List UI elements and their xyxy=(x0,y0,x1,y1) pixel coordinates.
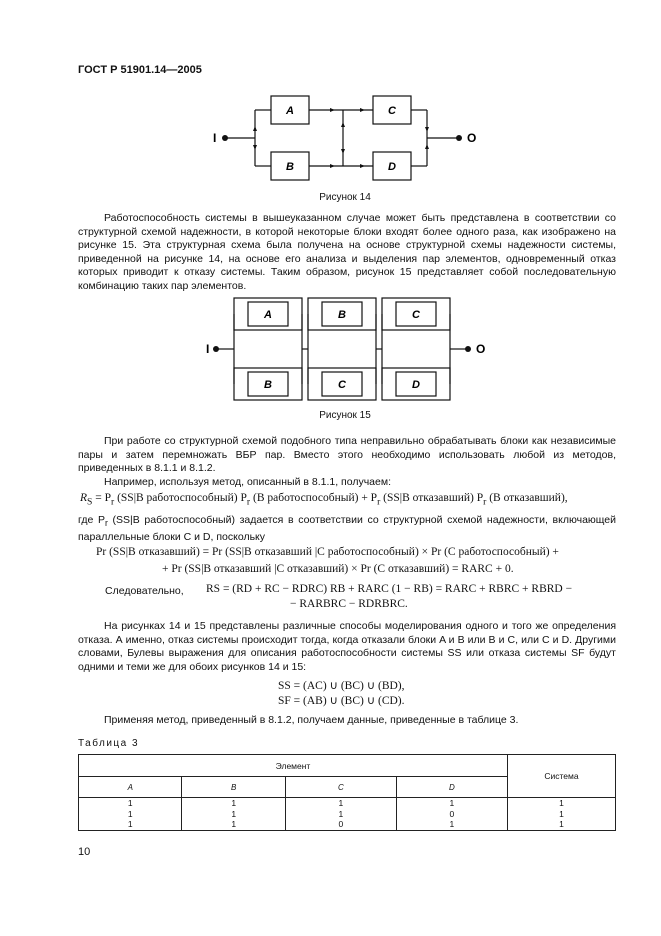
table-col-b: B xyxy=(182,777,285,798)
table-title: Таблица 3 xyxy=(78,738,140,749)
equation-2-line-2: + Pr (SS|B отказавший |C отказавший) × Pr (C отказавший) = RARC + 0. xyxy=(162,563,514,575)
equation-1: $R_S = P_r$ (SS|B работоспособный) $P_r$ (B работоспособный) + $P_r$ (SS|B отказавший) $P_r$ (B отказавший), xyxy=(80,492,568,508)
table-col-a: A xyxy=(79,777,182,798)
figure-14-diagram xyxy=(205,92,485,188)
paragraph-6: Применяя метод, приведенный в 8.1.2, получаем данные, приведенные в таблице 3. xyxy=(104,714,519,726)
table-system-header: Система xyxy=(508,755,616,798)
equation-2-line-1: Pr (SS|B отказавший) = Pr (SS|B отказавший |C работоспособный) × Pr (C работоспособный) + xyxy=(96,546,559,558)
equation-4-line-1: SS = (AC) ∪ (BC) ∪ (BD), xyxy=(278,680,405,692)
table-row: 1 1 0 1 1 xyxy=(79,819,616,830)
equation-3-line-2: − RARBRC − RDRBRC. xyxy=(290,598,408,610)
fig15-input-label: I xyxy=(206,342,210,356)
document-header: ГОСТ Р 51901.14—2005 xyxy=(78,64,202,76)
table-row: 1 1 1 1 1 xyxy=(79,798,616,809)
figure-15-diagram xyxy=(200,296,500,404)
fig15-label-top-3: C xyxy=(412,309,420,321)
table-row: 1 1 1 0 1 xyxy=(79,809,616,820)
paragraph-2: При работе со структурной схемой подобного типа неправильно обрабатывать блоки как независимые пары и затем перемножать ВБР пар. Вместо этого необходимо использовать любой из методов, приведенных в 8.1.1 и 8.1.2. xyxy=(78,435,616,475)
equation-4-line-2: SF = (AB) ∪ (BC) ∪ (CD). xyxy=(278,695,405,707)
table-3 xyxy=(78,754,616,831)
paragraph-3: Например, используя метод, описанный в 8.1.1, получаем: xyxy=(104,476,392,488)
fig15-label-bottom-1: B xyxy=(264,379,272,391)
fig15-label-bottom-2: C xyxy=(338,379,346,391)
paragraph-5: На рисунках 14 и 15 представлены различные способы моделирования одного и того же определения отказа. А именно, отказ системы происходит тогда, когда отказали блоки A и B или B и C, или C и D. Другими словами, Булевы выражения для описания работоспособности системы SS или отказа системы SF будут одними и теми же для обоих рисунков 14 и 15: xyxy=(78,620,616,673)
fig14-label-c: C xyxy=(388,105,396,117)
figure-15-caption: Рисунок 15 xyxy=(319,410,371,421)
table-col-c: C xyxy=(285,777,396,798)
fig15-label-top-1: A xyxy=(264,309,272,321)
fig14-label-d: D xyxy=(388,161,396,173)
page-number: 10 xyxy=(78,846,91,858)
fig15-output-label: O xyxy=(476,342,486,356)
fig14-label-b: B xyxy=(286,161,294,173)
paragraph-1: Работоспособность системы в вышеуказанном случае может быть представлена в соответствии со структурной схемой надежности, в которой некоторые блоки входят более одного раза, как изображено на рисунке 15. Эта структурная схема была получена на основе структурной схемы надежности системы, приведенной на рисунке 14, на основе его анализа и выделения пар элементов, одновременный отказ которых приводит к отказу системы. Таким образом, рисунок 15 представляет собой последовательную комбинацию таких пар элементов. xyxy=(78,212,616,292)
equation-3-line-1: RS = (RD + RC − RDRC) RB + RARC (1 − RB) = RARC + RBRC + RBRD − xyxy=(206,583,573,595)
fig14-output-label: O xyxy=(467,131,477,145)
fig14-label-a: A xyxy=(286,105,294,117)
fig15-label-top-2: B xyxy=(338,309,346,321)
fig14-input-label: I xyxy=(213,131,217,145)
table-col-d: D xyxy=(396,777,507,798)
figure-14-caption: Рисунок 14 xyxy=(319,192,371,203)
fig15-label-bottom-3: D xyxy=(412,379,420,391)
equation-3-label: Следовательно, xyxy=(105,585,184,597)
paragraph-4: где $P_r$ (SS|B работоспособный) задается в соответствии со структурной схемой надежности, включающей параллельные блоки C и D, поскольку xyxy=(78,514,617,543)
table-group-header: Элемент xyxy=(79,755,508,777)
